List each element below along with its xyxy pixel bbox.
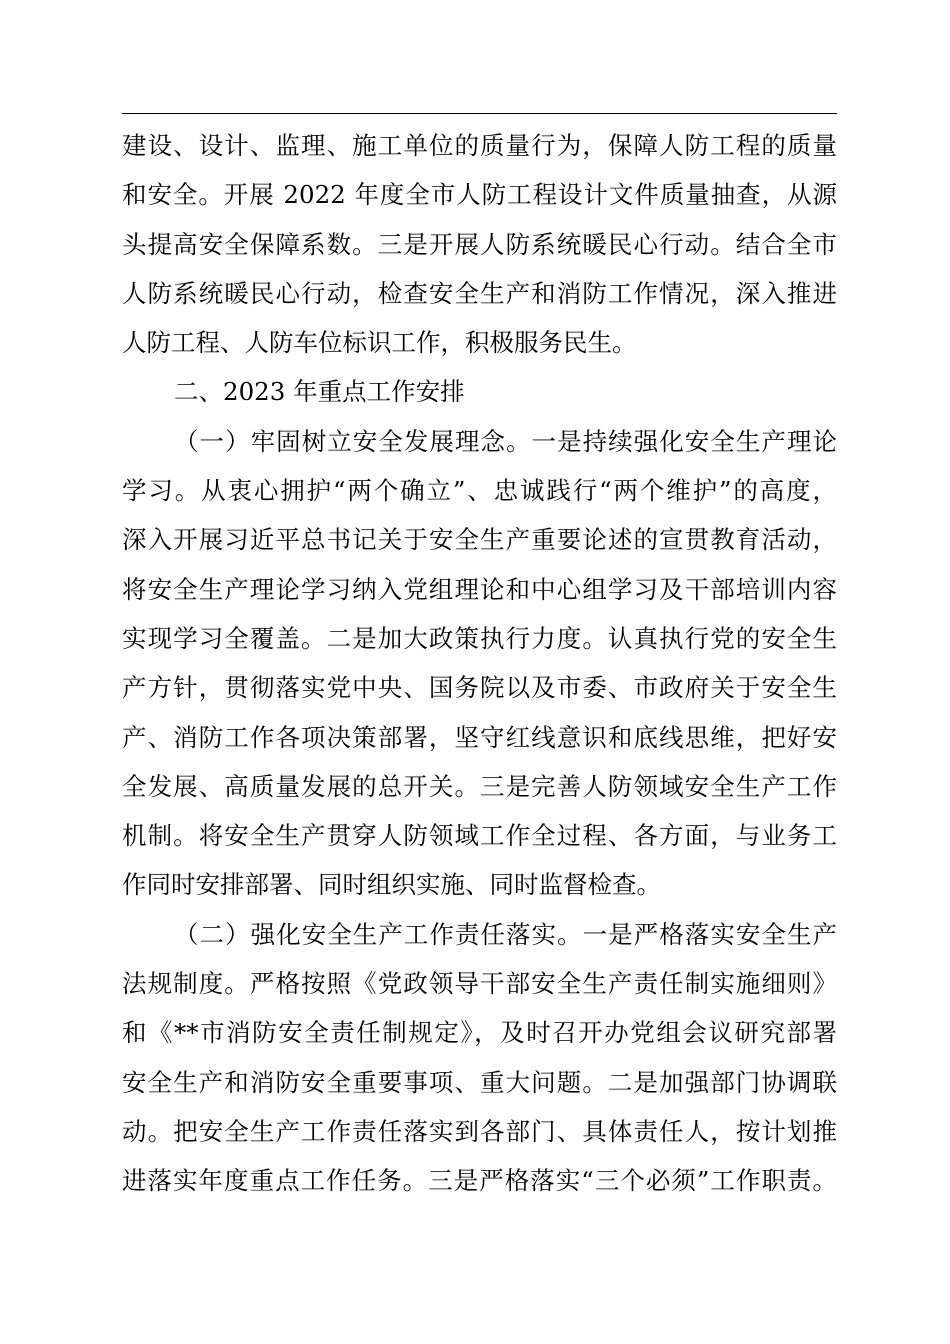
text-line: 头提高安全保障系数。三是开展人防系统暖民心行动。结合全市 xyxy=(122,229,837,259)
text-line: 和《**市消防安全责任制规定》，及时召开办党组会议研究部署 xyxy=(122,1018,837,1048)
text-line: 机制。将安全生产贯穿人防领域工作全过程、各方面，与业务工 xyxy=(122,821,837,851)
text-line: 建设、设计、监理、施工单位的质量行为，保障人防工程的质量 xyxy=(122,131,837,160)
section-heading: 二、2023 年重点工作安排 xyxy=(174,377,465,407)
text-line: 进落实年度重点工作任务。三是严格落实“三个必须”工作职责。 xyxy=(122,1166,837,1196)
text-line: 法规制度。严格按照《党政领导干部安全生产责任制实施细则》 xyxy=(122,969,837,999)
document-body xyxy=(122,121,837,1206)
text-line: 全发展、高质量发展的总开关。三是完善人防领域安全生产工作 xyxy=(122,771,837,801)
text-line: 安全生产和消防安全重要事项、重大问题。二是加强部门协调联 xyxy=(122,1067,837,1097)
text-line: 和安全。开展 2022 年度全市人防工程设计文件质量抽查，从源 xyxy=(122,180,837,210)
text-line: 深入开展习近平总书记关于安全生产重要论述的宣贯教育活动， xyxy=(122,525,837,555)
header-rule xyxy=(122,113,837,114)
text-line: 动。把安全生产工作责任落实到各部门、具体责任人，按计划推 xyxy=(122,1116,837,1146)
subsection-heading-line: （二）强化安全生产工作责任落实。一是严格落实安全生产 xyxy=(174,919,837,949)
subsection-heading-line: （一）牢固树立安全发展理念。一是持续强化安全生产理论 xyxy=(174,426,837,456)
text-line: 学习。从衷心拥护“两个确立”、忠诚践行“两个维护”的高度， xyxy=(122,476,837,506)
text-line: 人防工程、人防车位标识工作，积极服务民生。 xyxy=(122,328,637,358)
text-line: 将安全生产理论学习纳入党组理论和中心组学习及干部培训内容 xyxy=(122,574,837,604)
text-line: 产、消防工作各项决策部署，坚守红线意识和底线思维，把好安 xyxy=(122,722,837,752)
text-line: 实现学习全覆盖。二是加大政策执行力度。认真执行党的安全生 xyxy=(122,623,837,653)
text-line: 产方针，贯彻落实党中央、国务院以及市委、市政府关于安全生 xyxy=(122,673,837,703)
text-line: 作同时安排部署、同时组织实施、同时监督检查。 xyxy=(122,870,661,900)
text-line: 人防系统暖民心行动，检查安全生产和消防工作情况，深入推进 xyxy=(122,278,837,308)
